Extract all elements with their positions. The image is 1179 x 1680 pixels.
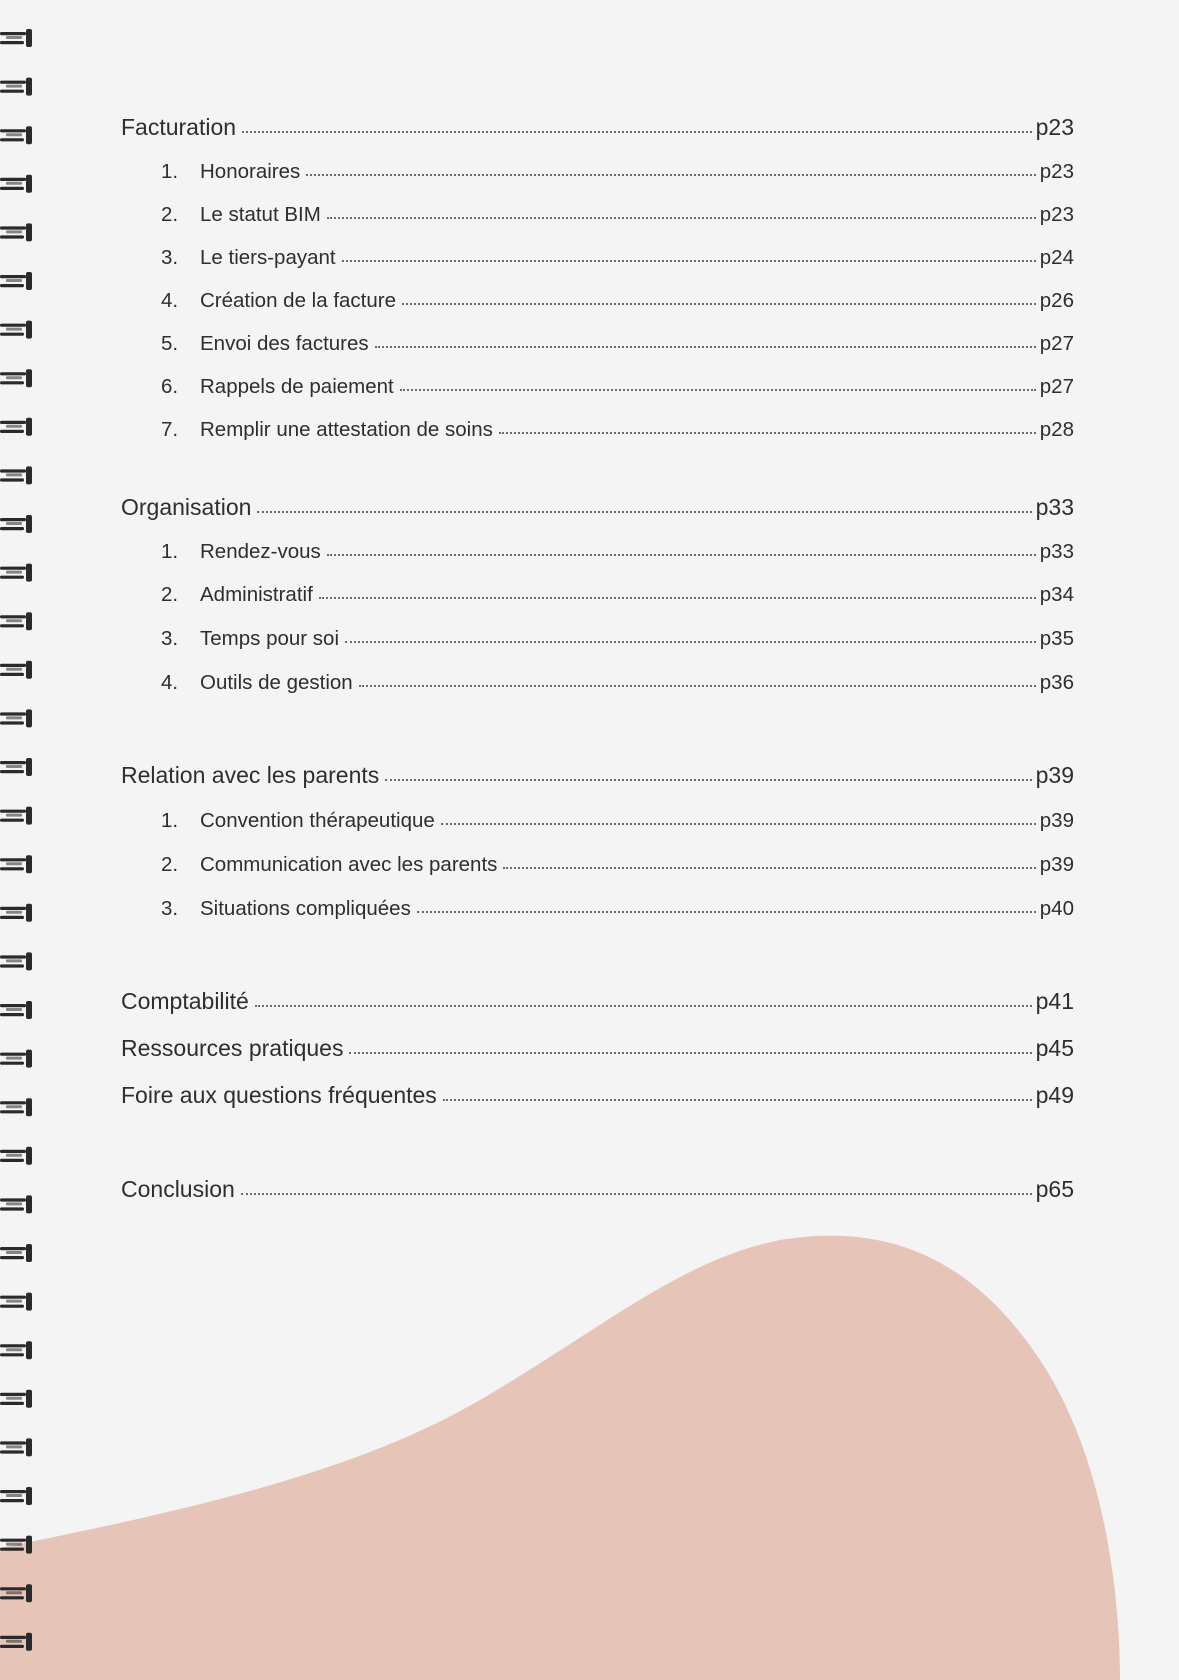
toc-page-ref: p39 <box>1039 809 1074 832</box>
dot-leader <box>499 431 1036 434</box>
toc-section-title: Foire aux questions fréquentes <box>121 1082 437 1108</box>
spiral-ring-icon <box>0 1293 32 1311</box>
toc-section-title: Relation avec les parents <box>121 762 380 788</box>
dot-leader <box>257 510 1031 513</box>
toc-item[interactable] <box>121 627 1074 659</box>
toc-item[interactable] <box>121 289 1074 321</box>
spiral-ring-icon <box>0 515 32 533</box>
dot-leader <box>242 130 1032 133</box>
toc-section-title: Comptabilité <box>121 988 249 1014</box>
toc-item-title: Rappels de paiement <box>200 375 394 398</box>
spiral-ring-icon <box>0 709 32 727</box>
dot-leader <box>503 866 1035 869</box>
toc-section-title: Facturation <box>121 114 237 140</box>
dot-leader <box>359 684 1036 687</box>
toc-item[interactable] <box>121 809 1074 841</box>
toc-item-title: Honoraires <box>200 160 301 183</box>
toc-item-title: Administratif <box>200 583 313 606</box>
toc-section-relation-parents[interactable] <box>121 762 1074 794</box>
toc-section-conclusion[interactable] <box>121 1176 1074 1208</box>
toc-item[interactable] <box>121 853 1074 885</box>
toc-page-ref: p24 <box>1039 246 1074 269</box>
toc-page-ref: p23 <box>1035 114 1074 140</box>
spiral-ring-icon <box>0 807 32 825</box>
dot-leader <box>349 1051 1031 1054</box>
toc-item-title: Le tiers-payant <box>200 246 336 269</box>
spiral-ring-icon <box>0 223 32 241</box>
toc-item-number: 1. <box>161 540 179 563</box>
spiral-ring-icon <box>0 952 32 970</box>
toc-item[interactable] <box>121 671 1074 703</box>
toc-item-number: 1. <box>161 160 179 183</box>
toc-item-title: Convention thérapeutique <box>200 809 435 832</box>
spiral-ring-icon <box>0 855 32 873</box>
dot-leader <box>342 259 1036 262</box>
toc-item[interactable] <box>121 246 1074 278</box>
toc-page-ref: p49 <box>1035 1082 1074 1108</box>
toc-page-ref: p27 <box>1039 332 1074 355</box>
toc-item[interactable] <box>121 375 1074 407</box>
toc-item-title: Outils de gestion <box>200 671 353 694</box>
toc-item-number: 2. <box>161 203 179 226</box>
dot-leader <box>327 553 1036 556</box>
toc-item-number: 7. <box>161 418 179 441</box>
toc-item-number: 2. <box>161 583 179 606</box>
toc-item-number: 2. <box>161 853 179 876</box>
spiral-ring-icon <box>0 1098 32 1116</box>
toc-item-number: 4. <box>161 289 179 312</box>
spiral-ring-icon <box>0 564 32 582</box>
spiral-ring-icon <box>0 1001 32 1019</box>
dot-leader <box>345 640 1036 643</box>
dot-leader <box>443 1098 1032 1101</box>
toc-item-number: 3. <box>161 246 179 269</box>
toc-section-organisation[interactable] <box>121 494 1074 526</box>
spiral-ring-icon <box>0 1244 32 1262</box>
spiral-ring-icon <box>0 126 32 144</box>
toc-item[interactable] <box>121 583 1074 615</box>
toc-page-ref: p65 <box>1035 1176 1074 1202</box>
spiral-binding <box>0 0 40 1680</box>
toc-item-title: Le statut BIM <box>200 203 321 226</box>
toc-section-comptabilite[interactable] <box>121 988 1074 1020</box>
spiral-ring-icon <box>0 369 32 387</box>
dot-leader <box>255 1004 1032 1007</box>
spiral-ring-icon <box>0 1147 32 1165</box>
spiral-ring-icon <box>0 78 32 96</box>
spiral-ring-icon <box>0 758 32 776</box>
toc-item[interactable] <box>121 897 1074 929</box>
toc-item-number: 6. <box>161 375 179 398</box>
toc-section-title: Ressources pratiques <box>121 1035 344 1061</box>
spiral-ring-icon <box>0 321 32 339</box>
toc-item-number: 3. <box>161 897 179 920</box>
spiral-ring-icon <box>0 612 32 630</box>
toc-page-ref: p39 <box>1035 762 1074 788</box>
toc-page-ref: p39 <box>1039 853 1074 876</box>
toc-section-ressources[interactable] <box>121 1035 1074 1067</box>
toc-item-number: 1. <box>161 809 179 832</box>
toc-page-ref: p35 <box>1039 627 1074 650</box>
toc-page-ref: p36 <box>1039 671 1074 694</box>
toc-page-ref: p26 <box>1039 289 1074 312</box>
toc-section-title: Organisation <box>121 494 252 520</box>
dot-leader <box>319 596 1036 599</box>
spiral-ring-icon <box>0 466 32 484</box>
dot-leader <box>385 778 1031 781</box>
toc-section-facturation[interactable] <box>121 114 1074 146</box>
toc-page-ref: p27 <box>1039 375 1074 398</box>
toc-page-ref: p40 <box>1039 897 1074 920</box>
spiral-ring-icon <box>0 1633 32 1651</box>
spiral-ring-icon <box>0 175 32 193</box>
spiral-ring-icon <box>0 661 32 679</box>
dot-leader <box>327 216 1036 219</box>
toc-page-ref: p28 <box>1039 418 1074 441</box>
toc-item[interactable] <box>121 203 1074 235</box>
spiral-ring-icon <box>0 1195 32 1213</box>
dot-leader <box>441 822 1036 825</box>
spiral-ring-icon <box>0 1050 32 1068</box>
toc-item-title: Communication avec les parents <box>200 853 498 876</box>
dot-leader <box>375 345 1036 348</box>
spiral-ring-icon <box>0 1341 32 1359</box>
toc-item-number: 4. <box>161 671 179 694</box>
spiral-ring-icon <box>0 272 32 290</box>
dot-leader <box>306 173 1036 176</box>
toc-item-title: Rendez-vous <box>200 540 321 563</box>
toc-item-title: Temps pour soi <box>200 627 340 650</box>
dot-leader <box>402 302 1036 305</box>
toc-section-title: Conclusion <box>121 1176 235 1202</box>
dot-leader <box>417 910 1036 913</box>
spiral-ring-icon <box>0 29 32 47</box>
toc-item-title: Situations compliquées <box>200 897 411 920</box>
toc-page-ref: p33 <box>1035 494 1074 520</box>
spiral-ring-icon <box>0 1536 32 1554</box>
spiral-ring-icon <box>0 1390 32 1408</box>
toc-item[interactable] <box>121 418 1074 450</box>
toc-page-ref: p23 <box>1039 160 1074 183</box>
dot-leader <box>400 388 1036 391</box>
spiral-ring-icon <box>0 904 32 922</box>
spiral-ring-icon <box>0 1438 32 1456</box>
toc-item[interactable] <box>121 160 1074 192</box>
dot-leader <box>241 1192 1032 1195</box>
toc-page-ref: p41 <box>1035 988 1074 1014</box>
toc-item-number: 5. <box>161 332 179 355</box>
toc-page-ref: p23 <box>1039 203 1074 226</box>
spiral-ring-icon <box>0 1487 32 1505</box>
toc-page-ref: p34 <box>1039 583 1074 606</box>
spiral-ring-icon <box>0 1584 32 1602</box>
toc-page-ref: p45 <box>1035 1035 1074 1061</box>
toc-item-title: Remplir une attestation de soins <box>200 418 493 441</box>
toc-item-title: Envoi des factures <box>200 332 369 355</box>
spiral-ring-icon <box>0 418 32 436</box>
toc-item-title: Création de la facture <box>200 289 397 312</box>
toc-item-number: 3. <box>161 627 179 650</box>
toc-item[interactable] <box>121 332 1074 364</box>
toc-page-ref: p33 <box>1039 540 1074 563</box>
toc-item[interactable] <box>121 540 1074 572</box>
toc-section-faq[interactable] <box>121 1082 1074 1114</box>
